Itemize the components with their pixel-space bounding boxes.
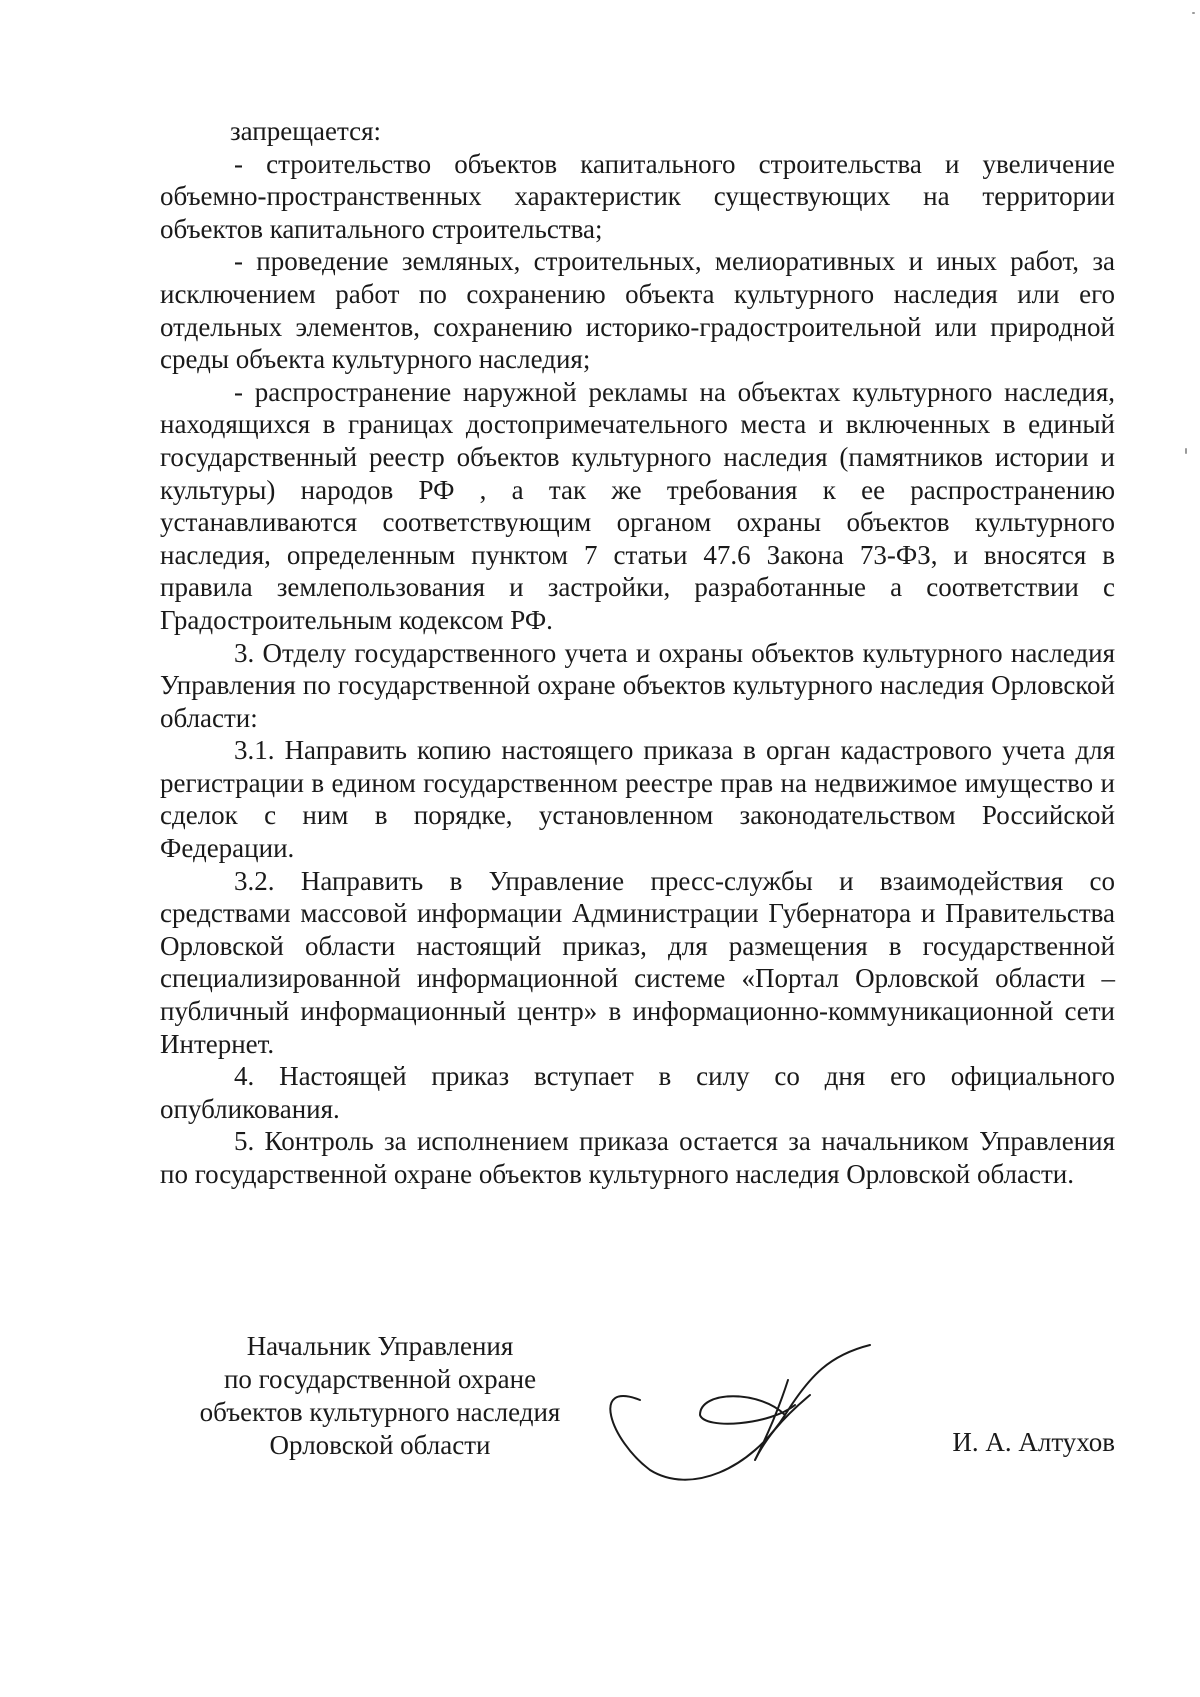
paragraph-clause-4: 4. Настоящей приказ вступает в силу со дня его официального опубликования. [160,1061,1115,1124]
paragraph-clause-3: 3. Отделу государственного учета и охраны объектов культурного наследия Управления по государственной охране объектов культурного наследия Орловской области: [160,637,1115,733]
scan-speck [1185,448,1187,454]
signatory-title-line: объектов культурного наследия [199,1397,561,1427]
paragraph-clause-3-1: 3.1. Направить копию настоящего приказа в орган кадастрового учета для регистрации в едином государственном реестре прав на недвижимое имущество и сделок с ним в порядке, установленном законодательством Российской Федерации. [160,735,1115,864]
signatory-title-line: Орловской области [269,1430,491,1460]
signatory-title-line: Начальник Управления [246,1331,514,1361]
paragraph-clause-5: 5. Контроль за исполнением приказа остается за начальником Управления по государственной охране объектов культурного наследия Орловской области. [160,1126,1115,1189]
handwritten-signature-icon [580,1320,880,1490]
signatory-title-line: по государственной охране [223,1364,537,1394]
paragraph-earthworks-item: - проведение земляных, строительных, мелиоративных и иных работ, за исключением работ по сохранению объекта культурного наследия или его отдельных элементов, сохранению историко-градостроительной или природной среды объекта культурного наследия; [160,246,1115,375]
scan-speck [1192,12,1195,14]
paragraph-prohibited-intro: запрещается: [230,116,382,146]
signatory-name: И. А. Алтухов [952,1427,1115,1457]
signature-block [160,1330,1115,1490]
document-body [160,115,1115,1191]
paragraph-construction-item: - строительство объектов капитального строительства и увеличение объемно-пространственных характеристик существующих на территории объектов капитального строительства; [160,148,1115,244]
signatory-title [160,1330,600,1462]
paragraph-advertising-item: - распространение наружной рекламы на объектах культурного наследия, находящихся в границах достопримечательного места и включенных в единый государственный реестр объектов культурного наследия (памятников истории и культуры) народов РФ , а так же требования к ее распространению устанавливаются соответствующим органом охраны объектов культурного наследия, определенным пунктом 7 статьи 47.6 Закона 73-ФЗ, и вносятся в правила землепользования и застройки, разработанные а соответствии с Градостроительным кодексом РФ. [160,376,1115,635]
paragraph-clause-3-2: 3.2. Направить в Управление пресс-службы и взаимодействия со средствами массовой информации Администрации Губернатора и Правительства Орловской области настоящий приказ, для размещения в государственной специализированной информационной системе «Портал Орловской области – публичный информационный центр» в информационно-коммуникационной сети Интернет. [160,865,1115,1059]
